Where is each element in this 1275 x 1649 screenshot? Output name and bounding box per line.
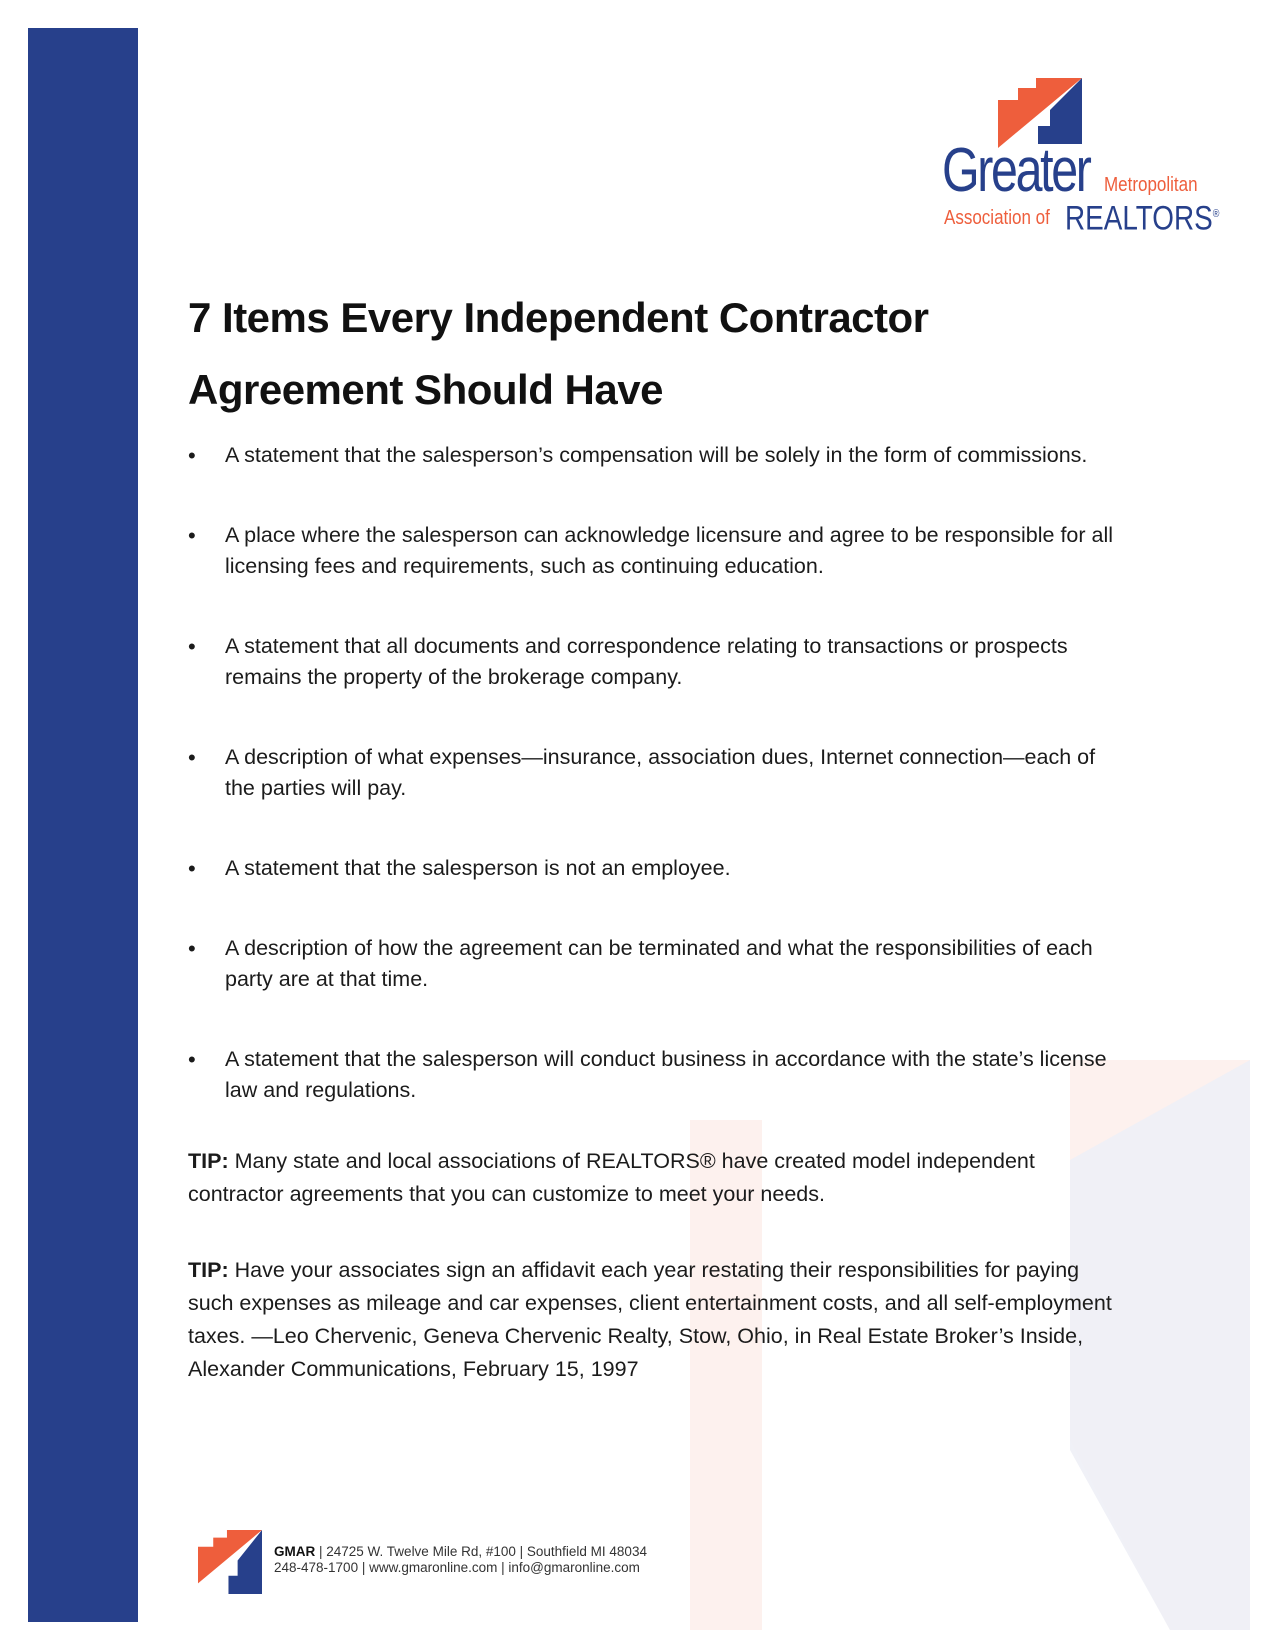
bullet-icon: •: [188, 634, 196, 659]
tip-label: TIP:: [188, 1258, 229, 1282]
logo-word-association: Association of: [944, 207, 1050, 229]
logo-word-metropolitan: Metropolitan: [1104, 174, 1198, 196]
agreement-items-list: [188, 440, 1118, 1106]
bullet-icon: •: [188, 745, 196, 770]
list-item: • A description of how the agreement can be terminated and what the responsibilities of each party are at that time.: [188, 933, 1118, 995]
gmar-logo: [940, 78, 1220, 238]
bullet-icon: •: [188, 523, 196, 548]
footer-address: | 24725 W. Twelve Mile Rd, #100 | Southfield MI 48034: [315, 1544, 647, 1559]
page-title: 7 Items Every Independent Contractor Agreement Should Have: [188, 294, 929, 413]
footer: [198, 1530, 758, 1594]
list-item: • A statement that the salesperson is not an employee.: [188, 853, 1118, 884]
footer-contact: [274, 1544, 647, 1576]
tip-paragraph: TIP: Many state and local associations of REALTORS® have created model independent contractor agreements that you can customize to meet your needs.: [188, 1149, 1035, 1206]
bullet-icon: •: [188, 1047, 196, 1072]
document-body: [188, 440, 1118, 1386]
list-item: • A statement that all documents and correspondence relating to transactions or prospects remains the property of the brokerage company.: [188, 631, 1118, 693]
list-item: • A statement that the salesperson’s compensation will be solely in the form of commissions.: [188, 440, 1118, 471]
list-item: • A place where the salesperson can acknowledge licensure and agree to be responsible for all licensing fees and requirements, such as continuing education.: [188, 520, 1118, 582]
left-blue-bar: [28, 28, 138, 1622]
logo-word-greater: Greater: [942, 136, 1090, 205]
logo-word-realtors: REALTORS®: [1065, 199, 1220, 238]
bullet-icon: •: [188, 443, 196, 468]
list-item: • A statement that the salesperson will conduct business in accordance with the state’s license law and regulations.: [188, 1044, 1118, 1106]
footer-contact-line: 248-478-1700 | www.gmaronline.com | info@gmaronline.com: [274, 1560, 640, 1575]
bullet-icon: •: [188, 936, 196, 961]
tip-paragraph: TIP: Have your associates sign an affidavit each year restating their responsibilities for paying such expenses as mileage and car expenses, client entertainment costs, and all self-employment taxes. —Leo Chervenic, Geneva Chervenic Realty, Stow, Ohio, in Real Estate Broker’s Inside, Alexander Communications, February 15, 1997: [188, 1258, 1112, 1381]
tip-label: TIP:: [188, 1149, 229, 1173]
list-item: • A description of what expenses—insurance, association dues, Internet connection—each of the parties will pay.: [188, 742, 1118, 804]
house-logo-icon: [198, 1530, 262, 1594]
footer-org: GMAR: [274, 1544, 316, 1559]
bullet-icon: •: [188, 856, 196, 881]
